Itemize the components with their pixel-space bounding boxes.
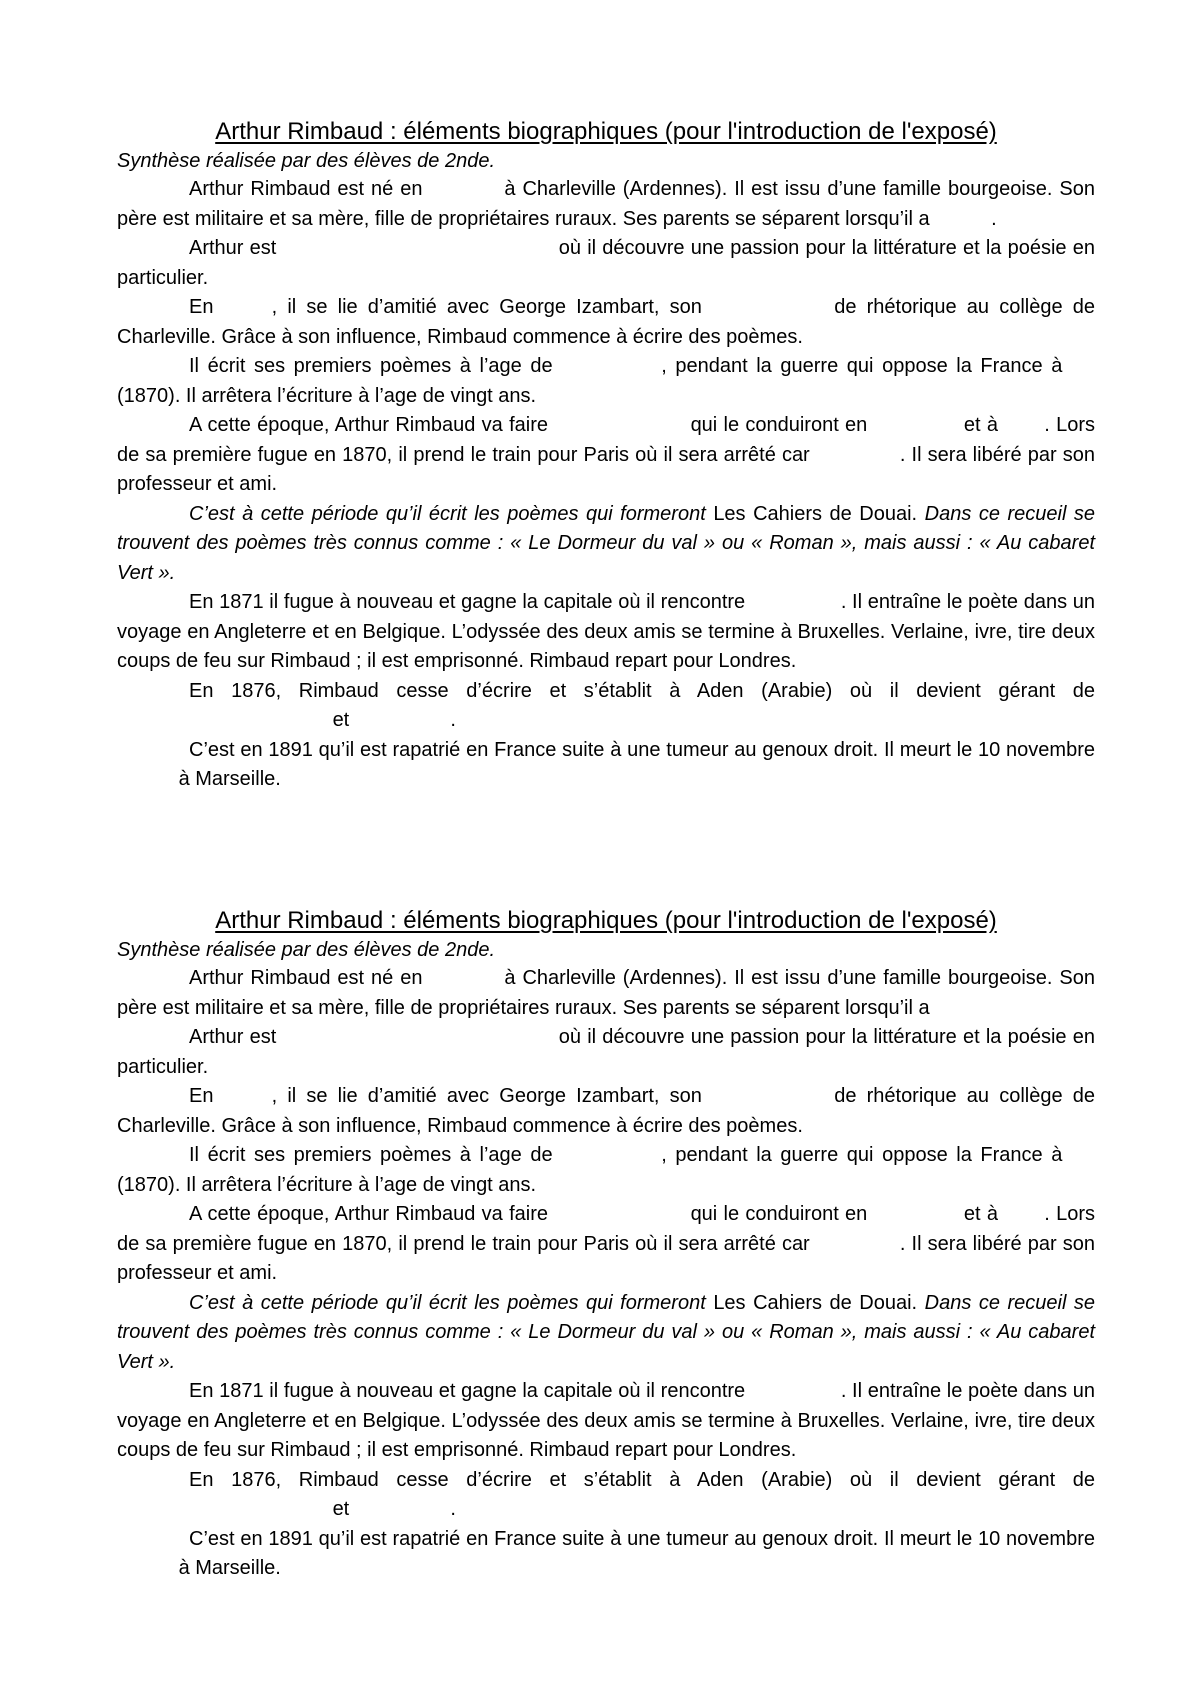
text-run: , il se lie d’amitié avec George Izambart, son (271, 296, 702, 318)
text-run: . Il entraîne le poète dans un voyage en Angleterre et en Belgique. L’odyssée des deux amis se termine à Bruxelles. Verlaine, ivre, tire deux coups de feu sur Rimbaud ; il est emprisonné. Rimbaud repart pour Londres. (117, 1380, 1095, 1461)
book-title: Les Cahiers de Douai. (713, 1291, 918, 1314)
paragraph-verlaine (117, 588, 1095, 677)
text-run: . Il entraîne le poète dans un voyage en Angleterre et en Belgique. L’odyssée des deux amis se termine à Bruxelles. Verlaine, ivre, tire deux coups de feu sur Rimbaud ; il est emprisonné. Rimbaud repart pour Londres. (117, 591, 1095, 672)
text-run: qui le conduiront en (690, 1203, 868, 1225)
blank-space (429, 194, 497, 195)
text-run: Il écrit ses premiers poèmes à l’age de (189, 1144, 553, 1166)
blank-space (554, 1219, 684, 1220)
paragraph-cahiers-de-douai (117, 500, 1095, 589)
blank-space (561, 371, 661, 372)
paragraph-birth (117, 964, 1095, 1023)
blank-space (712, 1101, 824, 1102)
paragraph-first-poems (117, 352, 1095, 411)
section-subtitle: Synthèse réalisée par des élèves de 2nde. (117, 150, 496, 172)
paragraph-education (117, 234, 1095, 293)
biography-section-1 (117, 117, 1095, 795)
blank-space (224, 1101, 272, 1102)
blank-space (283, 1042, 553, 1043)
paragraph-verlaine (117, 1377, 1095, 1466)
paragraph-fugues (117, 1200, 1095, 1289)
blank-space (355, 1514, 445, 1515)
text-run: (1870). Il arrêtera l’écriture à l’age de vingt ans. (117, 1173, 537, 1196)
text-run: , il se lie d’amitié avec George Izambart, son (271, 1085, 702, 1107)
blank-space (561, 1160, 661, 1161)
text-run: . Il sera libéré par son professeur et ami. (117, 1232, 1095, 1284)
paragraph-death (117, 736, 1095, 795)
text-run: et à (963, 1203, 998, 1225)
blank-space (117, 1573, 173, 1574)
biography-section-2 (117, 906, 1095, 1584)
blank-space (874, 430, 958, 431)
text-run: où il découvre une passion pour la littérature et la poésie en particulier. (117, 237, 1096, 289)
text-run: Dans ce recueil se trouvent des poèmes très connus comme : « Le Dormeur du val » ou « Roman », mais aussi : « Au cabaret Vert ». (117, 502, 1096, 584)
blank-space (874, 1219, 958, 1220)
blank-space (429, 983, 497, 984)
blank-space (751, 1396, 841, 1397)
blank-space (283, 253, 553, 254)
text-run: de rhétorique au collège de Charleville. Grâce à son influence, Rimbaud commence à écrire des poèmes. (117, 1085, 1095, 1137)
blank-space (751, 607, 841, 608)
text-run: (1870). Il arrêtera l’écriture à l’age de vingt ans. (117, 384, 537, 407)
text-run: Arthur Rimbaud est né en (189, 178, 423, 200)
text-run: et (332, 1498, 350, 1520)
paragraph-izambart (117, 293, 1095, 352)
text-run: C’est en 1891 qu’il est rapatrié en France suite à une tumeur au genoux droit. Il meurt le 10 novembre (189, 1527, 1095, 1550)
blank-space (224, 312, 272, 313)
text-run: . (450, 709, 456, 731)
blank-space (1004, 430, 1044, 431)
paragraph-aden (117, 677, 1095, 736)
paragraph-cahiers-de-douai (117, 1289, 1095, 1378)
text-run: . Lors de sa première fugue en 1870, il prend le train pour Paris où il sera arrêté car (117, 414, 1095, 466)
text-run: Arthur est (189, 237, 277, 259)
blank-space (935, 1013, 991, 1014)
section-title: Arthur Rimbaud : éléments biographiques (pour l'introduction de l'exposé) (215, 907, 997, 934)
text-run: , pendant la guerre qui oppose la France à (661, 1144, 1063, 1166)
section-title: Arthur Rimbaud : éléments biographiques (pour l'introduction de l'exposé) (215, 118, 997, 145)
text-run: En (189, 296, 214, 318)
text-run: , pendant la guerre qui oppose la France à (661, 355, 1063, 377)
paragraph-death (117, 1525, 1095, 1584)
blank-space (117, 784, 173, 785)
text-run: En 1876, Rimbaud cesse d’écrire et s’établit à Aden (Arabie) où il devient gérant de (189, 679, 1095, 702)
text-run: et (332, 709, 350, 731)
blank-space (1004, 1219, 1044, 1220)
paragraph-birth (117, 175, 1095, 234)
text-run: à Marseille. (178, 1557, 281, 1579)
blank-space (355, 725, 445, 726)
blank-space (816, 1249, 900, 1250)
text-run: qui le conduiront en (690, 414, 868, 436)
text-run: à Charleville (Ardennes). Il est issu d’une famille bourgeoise. Son père est militaire et sa mère, fille de propriétaires ruraux. Ses parents se séparent lorsqu’il a (117, 178, 1096, 230)
text-run: En 1876, Rimbaud cesse d’écrire et s’établit à Aden (Arabie) où il devient gérant de (189, 1468, 1095, 1491)
text-run: Arthur Rimbaud est né en (189, 967, 423, 989)
blank-space (816, 460, 900, 461)
text-run: . (450, 1498, 456, 1520)
text-run: En (189, 1085, 214, 1107)
text-run: C’est à cette période qu’il écrit les poèmes qui formeront (189, 1291, 706, 1314)
text-run: A cette époque, Arthur Rimbaud va faire (189, 1203, 548, 1225)
section-subtitle: Synthèse réalisée par des élèves de 2nde. (117, 939, 496, 961)
text-run: . (991, 207, 997, 230)
text-run: et à (963, 414, 998, 436)
text-run: de rhétorique au collège de Charleville. Grâce à son influence, Rimbaud commence à écrire des poèmes. (117, 296, 1095, 348)
text-run: . Il sera libéré par son professeur et ami. (117, 443, 1095, 495)
blank-space (1071, 1160, 1095, 1161)
text-run: En 1871 il fugue à nouveau et gagne la capitale où il rencontre (189, 1380, 746, 1402)
blank-space (117, 725, 327, 726)
blank-space (1071, 371, 1095, 372)
blank-space (935, 224, 991, 225)
text-run: En 1871 il fugue à nouveau et gagne la capitale où il rencontre (189, 591, 746, 613)
blank-space (554, 430, 684, 431)
blank-space (117, 1514, 327, 1515)
text-run: Dans ce recueil se trouvent des poèmes très connus comme : « Le Dormeur du val » ou « Roman », mais aussi : « Au cabaret Vert ». (117, 1291, 1096, 1373)
paragraph-izambart (117, 1082, 1095, 1141)
text-run: A cette époque, Arthur Rimbaud va faire (189, 414, 548, 436)
text-run: C’est à cette période qu’il écrit les poèmes qui formeront (189, 502, 706, 525)
paragraph-education (117, 1023, 1095, 1082)
text-run: à Marseille. (178, 768, 281, 790)
paragraph-fugues (117, 411, 1095, 500)
text-run: . Lors de sa première fugue en 1870, il prend le train pour Paris où il sera arrêté car (117, 1203, 1095, 1255)
book-title: Les Cahiers de Douai. (713, 502, 918, 525)
blank-space (712, 312, 824, 313)
text-run: Il écrit ses premiers poèmes à l’age de (189, 355, 553, 377)
paragraph-aden (117, 1466, 1095, 1525)
text-run: C’est en 1891 qu’il est rapatrié en France suite à une tumeur au genoux droit. Il meurt le 10 novembre (189, 738, 1095, 761)
text-run: où il découvre une passion pour la littérature et la poésie en particulier. (117, 1026, 1096, 1078)
text-run: à Charleville (Ardennes). Il est issu d’une famille bourgeoise. Son père est militaire et sa mère, fille de propriétaires ruraux. Ses parents se séparent lorsqu’il a (117, 967, 1096, 1019)
text-run: Arthur est (189, 1026, 277, 1048)
paragraph-first-poems (117, 1141, 1095, 1200)
